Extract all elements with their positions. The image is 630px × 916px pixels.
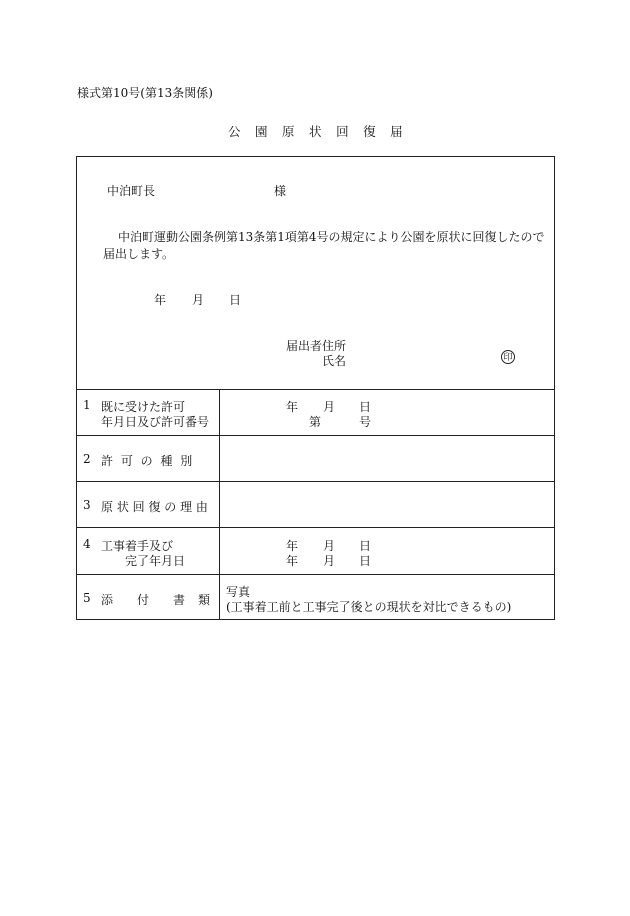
row-label: [77, 436, 220, 481]
notice-section: [77, 157, 554, 390]
honorific: 様: [274, 184, 287, 198]
applicant-name-label: 氏名: [322, 354, 347, 368]
attachments-label-char: 付: [137, 593, 150, 607]
date-day: 日: [229, 293, 242, 307]
permit-day: 日: [359, 400, 372, 414]
title-char: 復: [363, 124, 376, 139]
construction-label-line1: 工事着手及び: [101, 539, 174, 553]
date-month: 月: [192, 293, 205, 307]
attachments-label-char: 添: [101, 593, 114, 607]
date-year: 年: [154, 293, 167, 307]
title-char: 公: [228, 124, 241, 139]
addressee: 中泊町長: [107, 184, 156, 198]
table-row-attachments: [77, 575, 554, 620]
row-number: 2: [83, 452, 91, 466]
construction-start-year: 年: [286, 539, 299, 553]
permit-month: 月: [323, 400, 336, 414]
table-row-reason: [77, 482, 554, 528]
construction-end-month: 月: [323, 554, 336, 568]
row-number: 1: [83, 398, 91, 412]
seal-mark: 印: [501, 350, 515, 364]
row-number: 3: [83, 498, 91, 512]
permit-label-line1: 既に受けた許可: [101, 400, 186, 414]
row-value: [220, 575, 554, 620]
construction-start-month: 月: [323, 539, 336, 553]
attachments-label-char: 書: [173, 593, 186, 607]
reason-label: 原 状 回 復 の 理 由: [101, 500, 208, 514]
construction-end-year: 年: [286, 554, 299, 568]
row-label: [77, 575, 220, 620]
row-label: [77, 482, 220, 527]
notice-body-text: 中泊町運動公園条例第13条第1項第4号の規定により公園を原状に回復したので届出します。: [103, 230, 545, 261]
row-label: [77, 390, 220, 435]
title-char: 原: [282, 124, 295, 139]
table-row-construction: [77, 528, 554, 575]
permit-label-line2: 年月日及び許可番号: [101, 415, 210, 429]
row-number: 4: [83, 537, 91, 551]
title-char: 届: [390, 124, 403, 139]
permit-year: 年: [286, 400, 299, 414]
permit-go: 号: [359, 415, 372, 429]
construction-end-day: 日: [359, 554, 372, 568]
row-value: [220, 528, 554, 574]
form-frame: [76, 156, 555, 620]
construction-start-day: 日: [359, 539, 372, 553]
row-label: [77, 528, 220, 574]
construction-label-line2: 完了年月日: [125, 554, 186, 568]
attachments-value-line1: 写真: [226, 585, 251, 599]
row-number: 5: [83, 591, 91, 605]
permit-type-label: 許 可 の 種 別: [101, 454, 193, 468]
title-char: 園: [255, 124, 268, 139]
table-row-permit: [77, 390, 554, 436]
document-title: [228, 122, 417, 140]
applicant-address-label: 届出者住所: [286, 339, 347, 353]
row-value: [220, 390, 554, 435]
attachments-value-line2: (工事着工前と工事完了後との現状を対比できるもの): [226, 600, 512, 614]
permit-dai: 第: [309, 415, 322, 429]
title-char: 状: [309, 124, 322, 139]
table-row-permit-type: [77, 436, 554, 482]
title-char: 回: [336, 124, 349, 139]
attachments-label-char: 類: [198, 593, 211, 607]
form-number: 様式第10号(第13条関係): [77, 86, 213, 100]
permit-type-value: [220, 436, 554, 481]
reason-value: [220, 482, 554, 527]
